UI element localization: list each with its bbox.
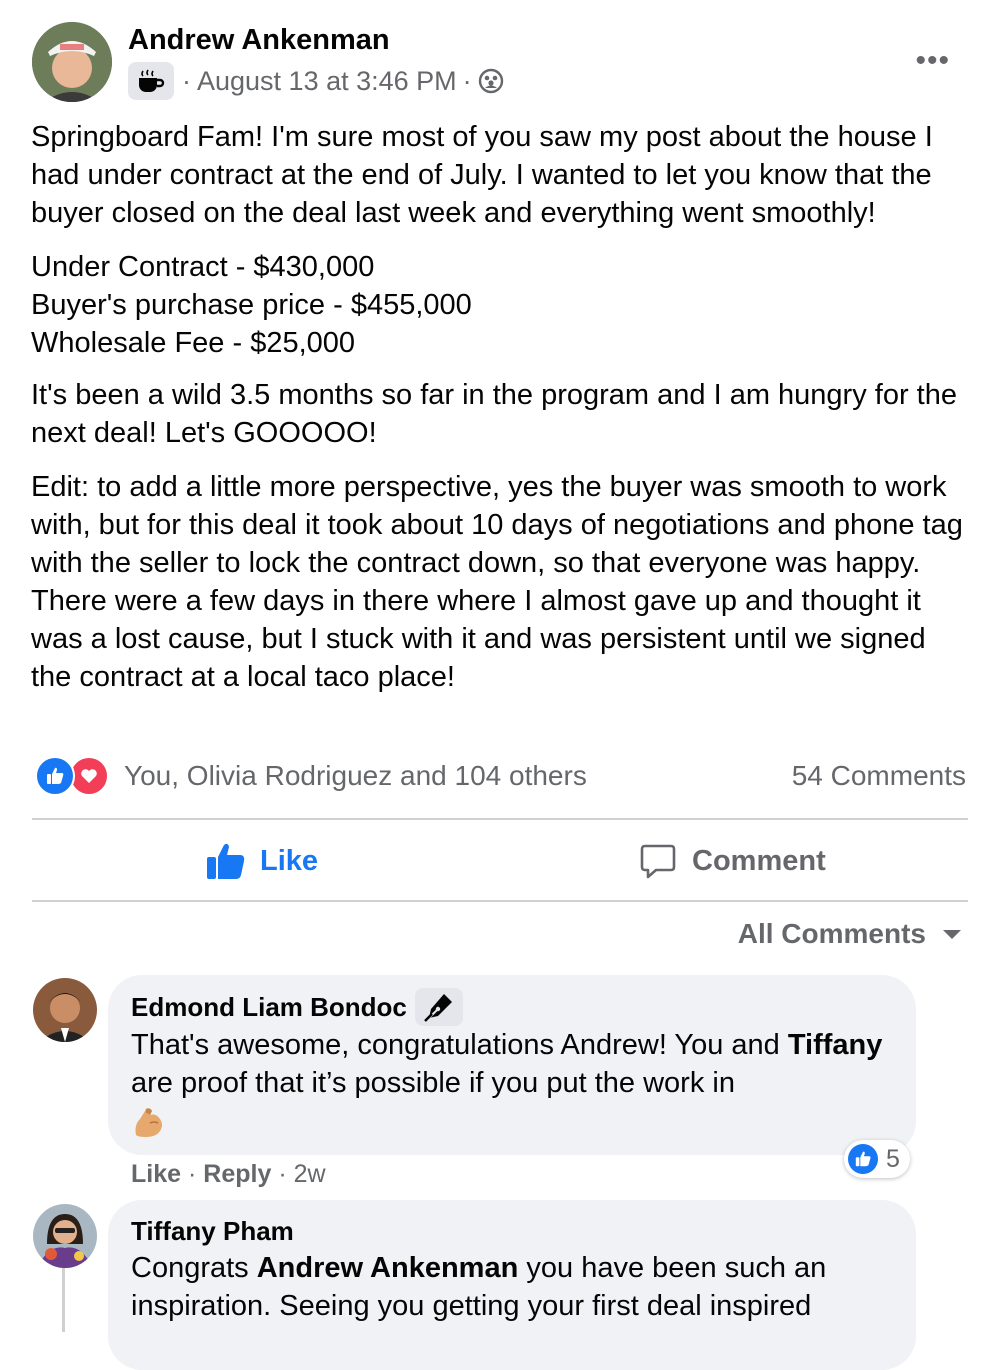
divider — [32, 900, 968, 902]
comment-text-part: Congrats — [131, 1252, 257, 1284]
comment-text-part: are proof that it’s possible if you put the work in — [131, 1067, 735, 1099]
comments-sort-dropdown[interactable] — [738, 918, 962, 950]
post-author-name[interactable]: Andrew Ankenman — [128, 24, 390, 56]
comment-text — [131, 1249, 901, 1325]
comment-author-name[interactable]: Tiffany Pham — [131, 1216, 294, 1246]
flexed-biceps-icon — [132, 1105, 166, 1144]
meta-separator: · — [462, 65, 472, 96]
mention-link[interactable]: Andrew Ankenman — [256, 1252, 519, 1284]
author-avatar[interactable] — [32, 22, 112, 102]
audience-group-icon — [478, 68, 504, 94]
mention-link[interactable]: Tiffany — [787, 1029, 883, 1061]
comment-age[interactable]: 2w — [293, 1160, 326, 1188]
post-paragraph: Buyer's purchase price - $455,000 — [31, 289, 472, 321]
comment-reply-link[interactable]: Reply — [203, 1160, 272, 1188]
post-paragraph: Springboard Fam! I'm sure most of you saw my post about the house I had under contract at the end of July. I wanted to let you know that the buyer closed on the deal last week and everything went smoothly! — [31, 121, 933, 229]
post-paragraph: It's been a wild 3.5 months so far in the program and I am hungry for the next deal! Let's GOOOOO! — [31, 379, 957, 449]
thumbs-up-icon — [206, 842, 246, 880]
comment-text-part: That's awesome, congratulations Andrew! You and — [131, 1029, 788, 1061]
comment-like-count: 5 — [886, 1144, 900, 1173]
meta-separator: · — [278, 1160, 287, 1188]
reaction-icons[interactable] — [35, 756, 109, 796]
meta-separator: · — [182, 65, 191, 96]
divider — [32, 818, 968, 820]
pen-badge-icon[interactable] — [415, 988, 463, 1026]
coffee-badge-icon[interactable] — [128, 62, 174, 100]
commenter-avatar[interactable] — [33, 978, 97, 1042]
comment-author-name[interactable]: Edmond Liam Bondoc — [131, 991, 407, 1022]
post-body — [31, 118, 971, 696]
post-timestamp[interactable]: August 13 at 3:46 PM — [197, 65, 457, 96]
comment-button[interactable] — [640, 836, 826, 886]
like-button-label: Like — [260, 844, 319, 877]
post-paragraph: Wholesale Fee - $25,000 — [31, 327, 356, 359]
comment-like-count-pill[interactable] — [844, 1140, 910, 1178]
comment-actions — [131, 1160, 326, 1189]
comment-author — [131, 988, 463, 1026]
like-button[interactable] — [206, 836, 318, 886]
thread-line — [62, 1268, 65, 1332]
post-paragraph: Edit: to add a little more perspective, yes the buyer was smooth to work with, but for this deal it took about 10 days of negotiations and phone tag with the seller to lock the contract down, so that everyone was happy. There were a few days in there where I almost gave up and thought it was a lost cause, but I stuck with it and was persistent until we signed the contract at a local taco place! — [31, 471, 963, 693]
more-options-icon[interactable]: ••• — [915, 44, 950, 77]
post-paragraph: Under Contract - $430,000 — [31, 251, 375, 283]
meta-separator: · — [187, 1160, 197, 1188]
comment-button-label: Comment — [692, 844, 826, 877]
commenter-avatar[interactable] — [33, 1204, 97, 1268]
post-meta — [128, 62, 504, 100]
comment-bubble-icon — [640, 843, 676, 879]
reactions-summary[interactable]: You, Olivia Rodriguez and 104 others — [124, 760, 587, 791]
comments-sort-label: All Comments — [737, 918, 926, 949]
comment-text — [131, 1026, 901, 1102]
comment-like-link[interactable]: Like — [131, 1160, 182, 1188]
like-reaction-icon — [35, 756, 75, 796]
caret-down-icon — [942, 928, 962, 940]
like-reaction-icon — [848, 1144, 878, 1174]
comments-count[interactable]: 54 Comments — [791, 760, 966, 791]
comment-text-part: you have been such an inspiration. Seeing you getting your first deal inspired — [131, 1252, 827, 1322]
love-reaction-icon — [69, 756, 109, 796]
